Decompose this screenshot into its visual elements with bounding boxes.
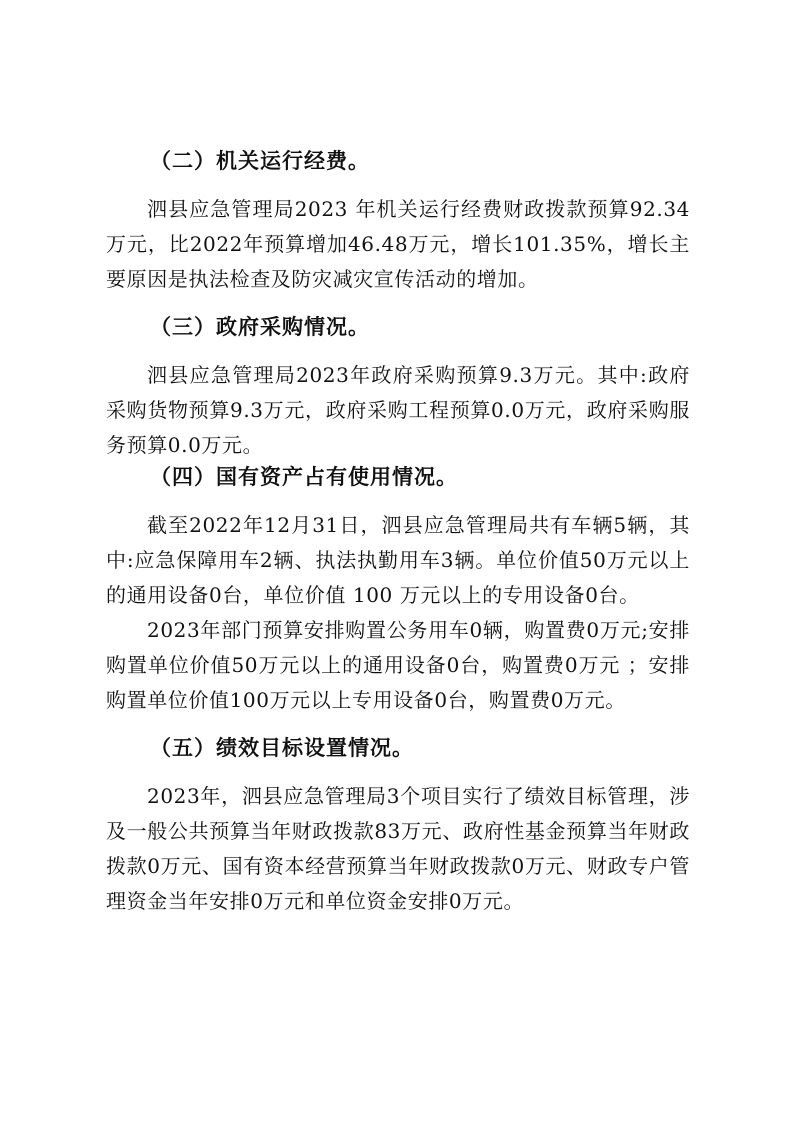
section-body-government-procurement: 泗县应急管理局2023年政府采购预算9.3万元。其中:政府采购货物预算9.3万元，政府采购工程预算0.0万元，政府采购服务预算0.0万元。 <box>106 363 690 457</box>
section-body-state-assets: 截至2022年12月31日，泗县应急管理局共有车辆5辆，其中:应急保障用车2辆、执法执勤用车3辆。单位价值50万元以上的通用设备0台，单位价值 100 万元以上的专用设备0台。 <box>106 513 690 607</box>
section-body-state-assets-purchase: 2023年部门预算安排购置公务用车0辆，购置费0万元;安排购置单位价值50万元以上的通用设备0台，购置费0万元 ；安排购置单位价值100万元以上专用设备0台，购置费0万元。 <box>106 618 690 712</box>
section-body-operating-expenses: 泗县应急管理局2023 年机关运行经费财政拨款预算92.34万元，比2022年预算增加46.48万元，增长101.35%，增长主要原因是执法检查及防灾减灾宣传活动的增加。 <box>106 197 690 291</box>
section-heading-performance-targets: （五）绩效目标设置情况。 <box>150 735 414 760</box>
section-heading-operating-expenses: （二）机关运行经费。 <box>150 148 370 173</box>
section-heading-state-assets: （四）国有资产占有使用情况。 <box>150 464 458 489</box>
section-body-performance-targets: 2023年，泗县应急管理局3个项目实行了绩效目标管理，涉及一般公共预算当年财政拨款83万元、政府性基金预算当年财政拨款0万元、国有资本经营预算当年财政拨款0万元、财政专户管理资金当年安排0万元和单位资金安排0万元。 <box>106 784 690 913</box>
section-heading-government-procurement: （三）政府采购情况。 <box>150 314 370 339</box>
